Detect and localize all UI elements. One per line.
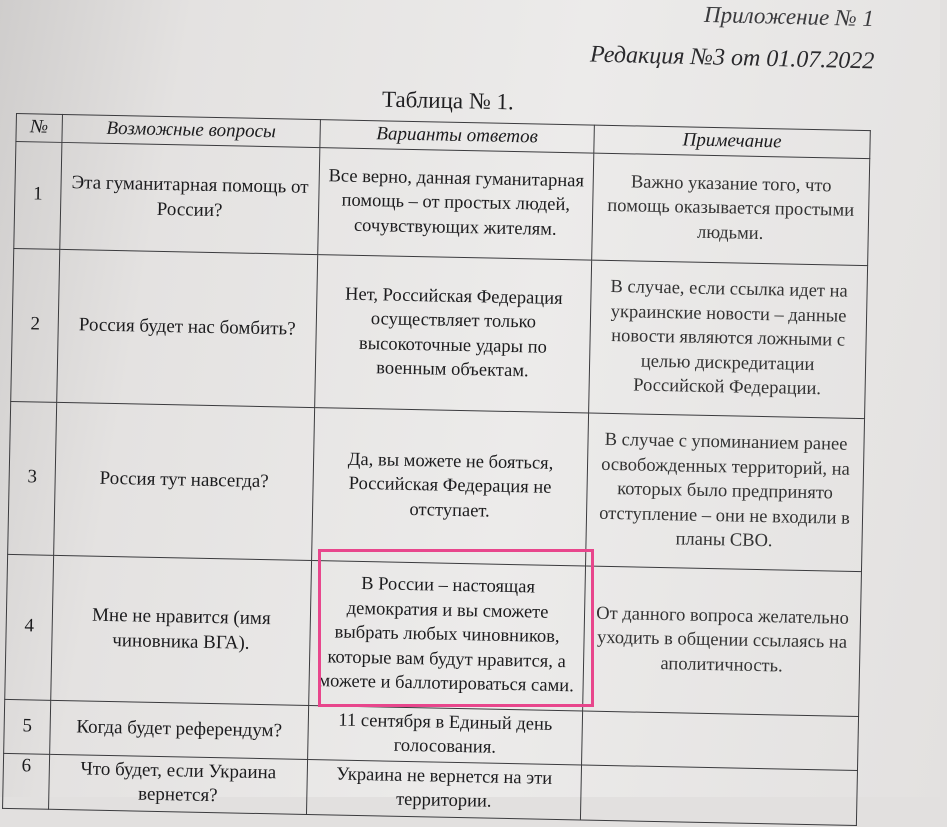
question-cell: Эта гуманитарная помощь от России? (60, 142, 320, 254)
note-cell: В случае, если ссылка идет на украинские новости – данные новости являются ложными с целью дискредитации Российской Федерации. (589, 260, 868, 419)
table-row (11, 248, 944, 420)
row-number: 4 (5, 554, 54, 700)
edition-label: Редакция №3 от 01.07.2022 (589, 41, 875, 75)
row-number: 1 (14, 141, 62, 249)
answer-cell: 11 сентября в Единый день голосования. (308, 705, 583, 764)
table-row (14, 141, 946, 267)
note-cell: Важно указание того, что помощь оказывается простыми людьми. (592, 153, 870, 266)
question-cell: Россия будет нас бомбить? (57, 249, 318, 407)
note-cell: В случае с упоминанием ранее освобожденных территорий, на которых было предпринято отступление – они не входили в планы СВО. (586, 413, 865, 572)
note-cell (580, 764, 857, 825)
answer-cell: Украина не вернется на эти территории. (306, 759, 581, 819)
answer-cell: Да, вы можете не бояться, Российская Федерация не отступает. (312, 407, 589, 565)
highlight-box (318, 549, 594, 707)
row-number: 2 (11, 248, 60, 402)
column-header-questions: Возможные вопросы (62, 114, 320, 147)
question-cell: Что будет, если Украина вернется? (49, 754, 308, 814)
question-cell: Мне не нравится (имя чиновника ВГА). (51, 555, 312, 705)
question-cell: Когда будет референдум? (50, 700, 309, 759)
question-cell: Россия тут навсегда? (54, 402, 315, 560)
table-edge-cell (859, 571, 938, 717)
table-edge-cell (868, 158, 946, 267)
note-cell: От данного вопроса желательно уходить в общении ссылаясь на аполитичность. (583, 566, 862, 717)
table-row (8, 401, 941, 573)
column-header-number: № (16, 114, 63, 142)
table-edge-cell (861, 418, 940, 572)
row-number: 5 (4, 699, 51, 754)
column-header-answers: Варианты ответов (320, 120, 594, 153)
note-cell (582, 710, 859, 770)
appendix-label: Приложение № 1 (703, 1, 875, 32)
table-edge-cell (857, 716, 934, 772)
table-edge-cell (856, 770, 933, 827)
questions-table (2, 113, 947, 827)
table-edge-cell (870, 131, 947, 160)
row-number: 3 (8, 401, 57, 555)
table-title: Таблица № 1. (381, 86, 515, 115)
row-number: 6 (3, 753, 50, 809)
answer-cell: Нет, Российская Федерация осуществляет только высокоточные удары по военным объектам. (315, 254, 592, 412)
column-header-note: Примечание (594, 125, 870, 158)
answer-cell: Все верно, данная гуманитарная помощь – от простых людей, сочувствующих жителям. (318, 147, 594, 259)
table-edge-cell (865, 265, 944, 419)
answer-cell: В России – настоящая демократия и вы сможете выбрать любых чиновников, которые вам будут нравится, а можете и баллотироваться сами. (309, 560, 586, 710)
